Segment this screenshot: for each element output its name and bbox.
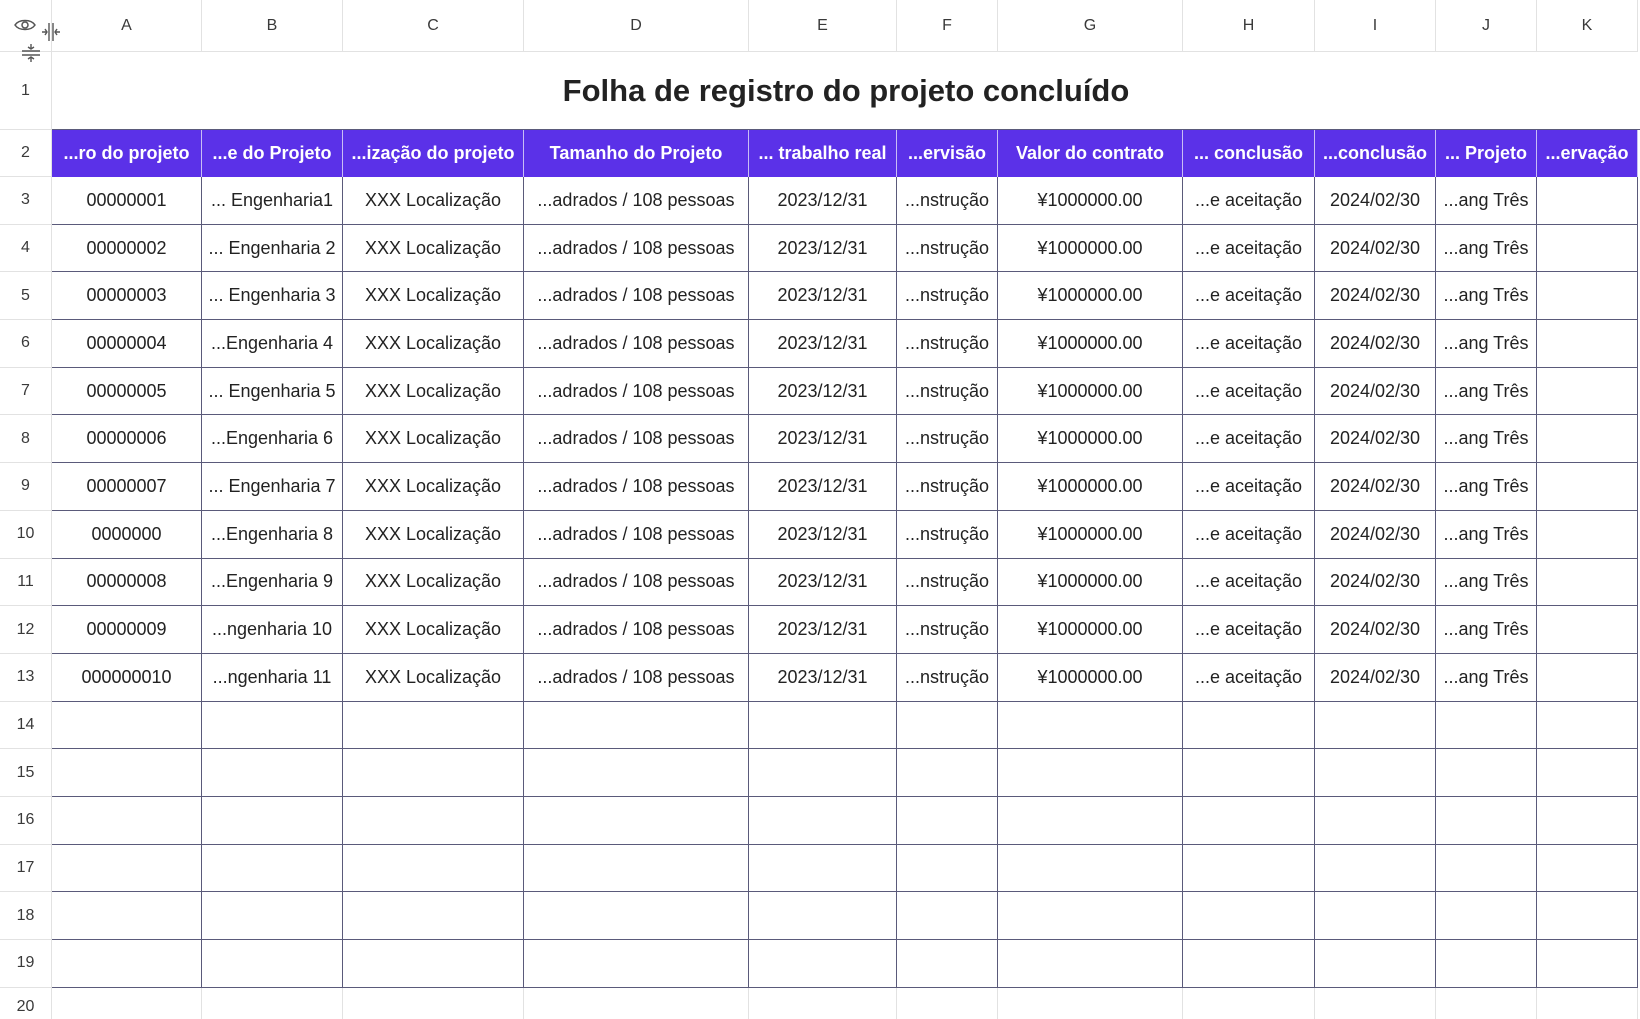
table-cell[interactable]: ... Engenharia 5 (202, 368, 343, 416)
table-cell[interactable]: ...nstrução (897, 177, 998, 225)
table-cell[interactable]: ...e aceitação (1183, 368, 1315, 416)
empty-cell[interactable] (897, 892, 998, 940)
row-header-14[interactable]: 14 (0, 702, 52, 750)
table-cell[interactable]: ...nstrução (897, 606, 998, 654)
table-row (52, 749, 1640, 797)
row-header-6[interactable]: 6 (0, 320, 52, 368)
table-cell[interactable]: ...Engenharia 8 (202, 511, 343, 559)
table-cell[interactable]: ... Engenharia 7 (202, 463, 343, 511)
table-cell[interactable]: 2024/02/30 (1315, 606, 1436, 654)
column-header-g[interactable]: G (998, 0, 1183, 52)
empty-cell[interactable] (1315, 797, 1436, 845)
table-cell[interactable]: 2024/02/30 (1315, 320, 1436, 368)
table-cell[interactable]: ...ngenharia 11 (202, 654, 343, 702)
table-cell[interactable]: ...adrados / 108 pessoas (524, 272, 749, 320)
table-cell[interactable]: ...Engenharia 6 (202, 415, 343, 463)
table-cell[interactable]: ...e aceitação (1183, 177, 1315, 225)
table-cell[interactable]: ...e aceitação (1183, 225, 1315, 273)
table-row (52, 892, 1640, 940)
table-cell[interactable]: 2023/12/31 (749, 511, 897, 559)
table-row (52, 845, 1640, 893)
table-cell[interactable]: 00000002 (52, 225, 202, 273)
table-row (52, 368, 1640, 416)
table-cell[interactable]: ...nstrução (897, 225, 998, 273)
empty-cell[interactable] (524, 845, 749, 893)
empty-cell[interactable] (998, 797, 1183, 845)
table-row (52, 463, 1640, 511)
table-cell[interactable]: ...nstrução (897, 415, 998, 463)
empty-cell[interactable] (1537, 845, 1638, 893)
empty-cell[interactable] (202, 988, 343, 1019)
table-row (52, 177, 1640, 225)
table-cell[interactable]: 2024/02/30 (1315, 559, 1436, 607)
table-cell[interactable]: ...e aceitação (1183, 272, 1315, 320)
row-header-1[interactable]: 1 (0, 52, 52, 130)
header-cell[interactable]: Tamanho do Projeto (524, 130, 749, 177)
column-header-k[interactable]: K (1537, 0, 1638, 52)
table-cell[interactable]: XXX Localização (343, 511, 524, 559)
table-cell[interactable] (1537, 654, 1638, 702)
table-cell[interactable]: ¥1000000.00 (998, 225, 1183, 273)
table-cell[interactable]: ...nstrução (897, 368, 998, 416)
empty-cell[interactable] (202, 702, 343, 750)
header-cell[interactable]: ... trabalho real (749, 130, 897, 177)
table-row (52, 272, 1640, 320)
empty-cell[interactable] (524, 892, 749, 940)
column-header-b[interactable]: B (202, 0, 343, 52)
empty-cell[interactable] (1537, 702, 1638, 750)
row-header-10[interactable]: 10 (0, 511, 52, 559)
table-cell[interactable]: ...adrados / 108 pessoas (524, 654, 749, 702)
column-header-f[interactable]: F (897, 0, 998, 52)
select-all-corner[interactable] (0, 0, 52, 52)
row-header-3[interactable]: 3 (0, 177, 52, 225)
row-header-5[interactable]: 5 (0, 272, 52, 320)
table-cell[interactable]: XXX Localização (343, 225, 524, 273)
header-cell[interactable]: ... Projeto (1436, 130, 1537, 177)
table-cell[interactable]: 00000004 (52, 320, 202, 368)
table-cell[interactable]: 0000000 (52, 511, 202, 559)
table-cell[interactable]: ...adrados / 108 pessoas (524, 320, 749, 368)
row-header-12[interactable]: 12 (0, 606, 52, 654)
empty-cell[interactable] (749, 845, 897, 893)
table-cell[interactable]: ¥1000000.00 (998, 320, 1183, 368)
table-cell[interactable]: 00000005 (52, 368, 202, 416)
cell-grid (52, 52, 1640, 1019)
empty-cell[interactable] (202, 797, 343, 845)
table-cell[interactable]: ¥1000000.00 (998, 511, 1183, 559)
table-row (52, 654, 1640, 702)
table-cell[interactable]: ...ngenharia 10 (202, 606, 343, 654)
table-cell[interactable]: ¥1000000.00 (998, 606, 1183, 654)
empty-cell[interactable] (1436, 988, 1537, 1019)
row-header-9[interactable]: 9 (0, 463, 52, 511)
empty-cell[interactable] (897, 749, 998, 797)
empty-cell[interactable] (202, 892, 343, 940)
table-cell[interactable]: ...ang Três (1436, 559, 1537, 607)
empty-cell[interactable] (343, 702, 524, 750)
table-cell[interactable]: 2024/02/30 (1315, 272, 1436, 320)
table-cell[interactable]: ...Engenharia 9 (202, 559, 343, 607)
row-header-13[interactable]: 13 (0, 654, 52, 702)
table-cell[interactable]: ¥1000000.00 (998, 415, 1183, 463)
empty-cell[interactable] (998, 892, 1183, 940)
table-cell[interactable]: ...nstrução (897, 511, 998, 559)
empty-cell[interactable] (1436, 892, 1537, 940)
column-header-j[interactable]: J (1436, 0, 1537, 52)
table-cell[interactable]: 00000003 (52, 272, 202, 320)
empty-cell[interactable] (524, 988, 749, 1019)
table-cell[interactable]: 000000010 (52, 654, 202, 702)
table-row (52, 320, 1640, 368)
table-cell[interactable]: ...nstrução (897, 320, 998, 368)
empty-cell[interactable] (1315, 702, 1436, 750)
table-cell[interactable]: 2024/02/30 (1315, 511, 1436, 559)
column-header-a[interactable]: A (52, 0, 202, 52)
empty-cell[interactable] (1436, 702, 1537, 750)
empty-cell[interactable] (897, 988, 998, 1019)
table-cell[interactable]: XXX Localização (343, 272, 524, 320)
empty-cell[interactable] (998, 845, 1183, 893)
empty-cell[interactable] (1183, 702, 1315, 750)
row-header-2[interactable]: 2 (0, 130, 52, 177)
empty-cell[interactable] (1537, 749, 1638, 797)
empty-cell[interactable] (343, 988, 524, 1019)
empty-cell[interactable] (202, 845, 343, 893)
row-header-18[interactable]: 18 (0, 892, 52, 940)
table-cell[interactable] (1537, 177, 1638, 225)
empty-cell[interactable] (1183, 749, 1315, 797)
table-cell[interactable]: ... Engenharia1 (202, 177, 343, 225)
column-header-h[interactable]: H (1183, 0, 1315, 52)
row-header-15[interactable]: 15 (0, 749, 52, 797)
table-cell[interactable]: ...nstrução (897, 654, 998, 702)
table-cell[interactable]: 2024/02/30 (1315, 225, 1436, 273)
table-row (52, 988, 1640, 1019)
empty-cell[interactable] (749, 892, 897, 940)
empty-cell[interactable] (749, 988, 897, 1019)
table-cell[interactable]: ...adrados / 108 pessoas (524, 559, 749, 607)
table-cell[interactable]: 00000007 (52, 463, 202, 511)
table-cell[interactable]: ...Engenharia 4 (202, 320, 343, 368)
table-cell[interactable]: 2023/12/31 (749, 272, 897, 320)
empty-cell[interactable] (524, 940, 749, 988)
header-cell[interactable]: ...ização do projeto (343, 130, 524, 177)
table-cell[interactable]: 00000008 (52, 559, 202, 607)
table-cell[interactable]: ¥1000000.00 (998, 463, 1183, 511)
empty-cell[interactable] (1537, 988, 1638, 1019)
table-row (52, 559, 1640, 607)
table-cell[interactable]: 00000009 (52, 606, 202, 654)
eye-icon[interactable] (14, 17, 36, 33)
table-row (52, 225, 1640, 273)
empty-cell[interactable] (524, 749, 749, 797)
table-cell[interactable]: ...ang Três (1436, 463, 1537, 511)
table-cell[interactable]: ...ang Três (1436, 511, 1537, 559)
table-body (52, 177, 1640, 1019)
table-cell[interactable]: ...ang Três (1436, 320, 1537, 368)
empty-cell[interactable] (897, 797, 998, 845)
table-row (52, 606, 1640, 654)
empty-cell[interactable] (749, 702, 897, 750)
table-cell[interactable]: ...ang Três (1436, 225, 1537, 273)
empty-cell[interactable] (1183, 797, 1315, 845)
empty-cell[interactable] (1436, 797, 1537, 845)
table-cell[interactable]: 2023/12/31 (749, 225, 897, 273)
table-cell[interactable]: ...ang Três (1436, 654, 1537, 702)
table-cell[interactable]: 2023/12/31 (749, 654, 897, 702)
empty-cell[interactable] (524, 702, 749, 750)
column-header-d[interactable]: D (524, 0, 749, 52)
header-cell[interactable]: ...e do Projeto (202, 130, 343, 177)
empty-cell[interactable] (1183, 988, 1315, 1019)
table-cell[interactable]: XXX Localização (343, 654, 524, 702)
empty-cell[interactable] (52, 988, 202, 1019)
empty-cell[interactable] (1537, 797, 1638, 845)
table-cell[interactable]: ... Engenharia 2 (202, 225, 343, 273)
empty-cell[interactable] (202, 749, 343, 797)
empty-cell[interactable] (998, 988, 1183, 1019)
table-cell[interactable] (1537, 368, 1638, 416)
table-cell[interactable]: ...e aceitação (1183, 654, 1315, 702)
empty-cell[interactable] (202, 940, 343, 988)
table-cell[interactable]: 2024/02/30 (1315, 415, 1436, 463)
column-header-c[interactable]: C (343, 0, 524, 52)
table-cell[interactable]: ...ang Três (1436, 415, 1537, 463)
table-cell[interactable]: 2024/02/30 (1315, 654, 1436, 702)
table-header-row (52, 130, 1640, 177)
table-cell[interactable]: ...e aceitação (1183, 606, 1315, 654)
row-header-8[interactable]: 8 (0, 415, 52, 463)
table-cell[interactable]: 2024/02/30 (1315, 463, 1436, 511)
table-cell[interactable]: XXX Localização (343, 559, 524, 607)
table-cell[interactable]: ...adrados / 108 pessoas (524, 606, 749, 654)
table-cell[interactable]: XXX Localização (343, 415, 524, 463)
table-cell[interactable]: ...adrados / 108 pessoas (524, 225, 749, 273)
table-cell[interactable]: ...nstrução (897, 272, 998, 320)
table-cell[interactable]: ...ang Três (1436, 177, 1537, 225)
table-cell[interactable]: 2024/02/30 (1315, 368, 1436, 416)
empty-cell[interactable] (52, 797, 202, 845)
sheet-title[interactable]: Folha de registro do projeto concluído (52, 52, 1640, 130)
empty-cell[interactable] (1183, 940, 1315, 988)
header-cell[interactable]: ... conclusão (1183, 130, 1315, 177)
table-cell[interactable]: ...e aceitação (1183, 463, 1315, 511)
table-cell[interactable]: ...e aceitação (1183, 415, 1315, 463)
row-header-11[interactable]: 11 (0, 559, 52, 607)
row-header-17[interactable]: 17 (0, 845, 52, 893)
empty-cell[interactable] (897, 845, 998, 893)
header-cell[interactable]: ...ervisão (897, 130, 998, 177)
table-cell[interactable]: ... Engenharia 3 (202, 272, 343, 320)
empty-cell[interactable] (52, 845, 202, 893)
table-cell[interactable]: ...ang Três (1436, 606, 1537, 654)
table-cell[interactable]: 2023/12/31 (749, 320, 897, 368)
empty-cell[interactable] (52, 749, 202, 797)
table-cell[interactable] (1537, 559, 1638, 607)
empty-cell[interactable] (1436, 940, 1537, 988)
table-row (52, 415, 1640, 463)
column-headers (52, 0, 1638, 52)
empty-cell[interactable] (343, 892, 524, 940)
table-cell[interactable]: ...adrados / 108 pessoas (524, 511, 749, 559)
table-row (52, 511, 1640, 559)
table-cell[interactable]: 2023/12/31 (749, 415, 897, 463)
header-cell[interactable]: Valor do contrato (998, 130, 1183, 177)
empty-cell[interactable] (524, 797, 749, 845)
empty-cell[interactable] (998, 749, 1183, 797)
column-header-i[interactable]: I (1315, 0, 1436, 52)
empty-cell[interactable] (998, 702, 1183, 750)
table-cell[interactable]: XXX Localização (343, 606, 524, 654)
empty-cell[interactable] (52, 892, 202, 940)
table-cell[interactable]: XXX Localização (343, 177, 524, 225)
table-cell[interactable]: 2023/12/31 (749, 559, 897, 607)
empty-cell[interactable] (1315, 988, 1436, 1019)
table-cell[interactable]: ...e aceitação (1183, 511, 1315, 559)
empty-cell[interactable] (897, 702, 998, 750)
empty-cell[interactable] (1315, 892, 1436, 940)
table-cell[interactable] (1537, 511, 1638, 559)
empty-cell[interactable] (52, 702, 202, 750)
table-cell[interactable]: ...adrados / 108 pessoas (524, 415, 749, 463)
empty-cell[interactable] (749, 797, 897, 845)
empty-cell[interactable] (52, 940, 202, 988)
header-cell[interactable]: ...conclusão (1315, 130, 1436, 177)
row-header-20[interactable]: 20 (0, 988, 52, 1019)
table-cell[interactable]: XXX Localização (343, 463, 524, 511)
table-cell[interactable]: XXX Localização (343, 368, 524, 416)
table-cell[interactable]: ...nstrução (897, 463, 998, 511)
table-cell[interactable]: 00000006 (52, 415, 202, 463)
empty-cell[interactable] (749, 940, 897, 988)
empty-cell[interactable] (1436, 845, 1537, 893)
table-cell[interactable]: ¥1000000.00 (998, 368, 1183, 416)
row-header-19[interactable]: 19 (0, 940, 52, 988)
table-cell[interactable] (1537, 463, 1638, 511)
table-cell[interactable] (1537, 320, 1638, 368)
table-cell[interactable]: XXX Localização (343, 320, 524, 368)
table-cell[interactable]: ...ang Três (1436, 272, 1537, 320)
row-header-16[interactable]: 16 (0, 797, 52, 845)
table-cell[interactable]: ...e aceitação (1183, 559, 1315, 607)
empty-cell[interactable] (343, 797, 524, 845)
table-row (52, 797, 1640, 845)
table-cell[interactable]: ...adrados / 108 pessoas (524, 177, 749, 225)
column-header-e[interactable]: E (749, 0, 897, 52)
empty-cell[interactable] (1537, 940, 1638, 988)
table-cell[interactable]: 2023/12/31 (749, 606, 897, 654)
table-cell[interactable]: ...ang Três (1436, 368, 1537, 416)
table-row (52, 940, 1640, 988)
table-cell[interactable]: 2024/02/30 (1315, 177, 1436, 225)
empty-cell[interactable] (749, 749, 897, 797)
empty-cell[interactable] (897, 940, 998, 988)
empty-cell[interactable] (343, 845, 524, 893)
table-cell[interactable]: 00000001 (52, 177, 202, 225)
row-header-7[interactable]: 7 (0, 368, 52, 416)
table-cell[interactable]: ¥1000000.00 (998, 654, 1183, 702)
table-cell[interactable] (1537, 272, 1638, 320)
table-cell[interactable] (1537, 225, 1638, 273)
table-cell[interactable] (1537, 415, 1638, 463)
empty-cell[interactable] (1315, 749, 1436, 797)
empty-cell[interactable] (1436, 749, 1537, 797)
table-cell[interactable]: ...adrados / 108 pessoas (524, 463, 749, 511)
table-cell[interactable]: 2023/12/31 (749, 177, 897, 225)
table-cell[interactable]: ...e aceitação (1183, 320, 1315, 368)
empty-cell[interactable] (343, 940, 524, 988)
table-cell[interactable]: ...adrados / 108 pessoas (524, 368, 749, 416)
empty-cell[interactable] (1537, 892, 1638, 940)
row-headers (0, 52, 52, 1019)
empty-cell[interactable] (1315, 940, 1436, 988)
table-cell[interactable]: 2023/12/31 (749, 463, 897, 511)
empty-cell[interactable] (1183, 845, 1315, 893)
table-cell[interactable]: ¥1000000.00 (998, 177, 1183, 225)
table-cell[interactable]: ...nstrução (897, 559, 998, 607)
row-header-4[interactable]: 4 (0, 225, 52, 273)
empty-cell[interactable] (343, 749, 524, 797)
empty-cell[interactable] (998, 940, 1183, 988)
empty-cell[interactable] (1315, 845, 1436, 893)
table-cell[interactable] (1537, 606, 1638, 654)
table-row (52, 702, 1640, 750)
header-cell[interactable]: ...ervação (1537, 130, 1638, 177)
table-cell[interactable]: ¥1000000.00 (998, 272, 1183, 320)
empty-cell[interactable] (1183, 892, 1315, 940)
table-cell[interactable]: ¥1000000.00 (998, 559, 1183, 607)
header-cell[interactable]: ...ro do projeto (52, 130, 202, 177)
table-cell[interactable]: 2023/12/31 (749, 368, 897, 416)
